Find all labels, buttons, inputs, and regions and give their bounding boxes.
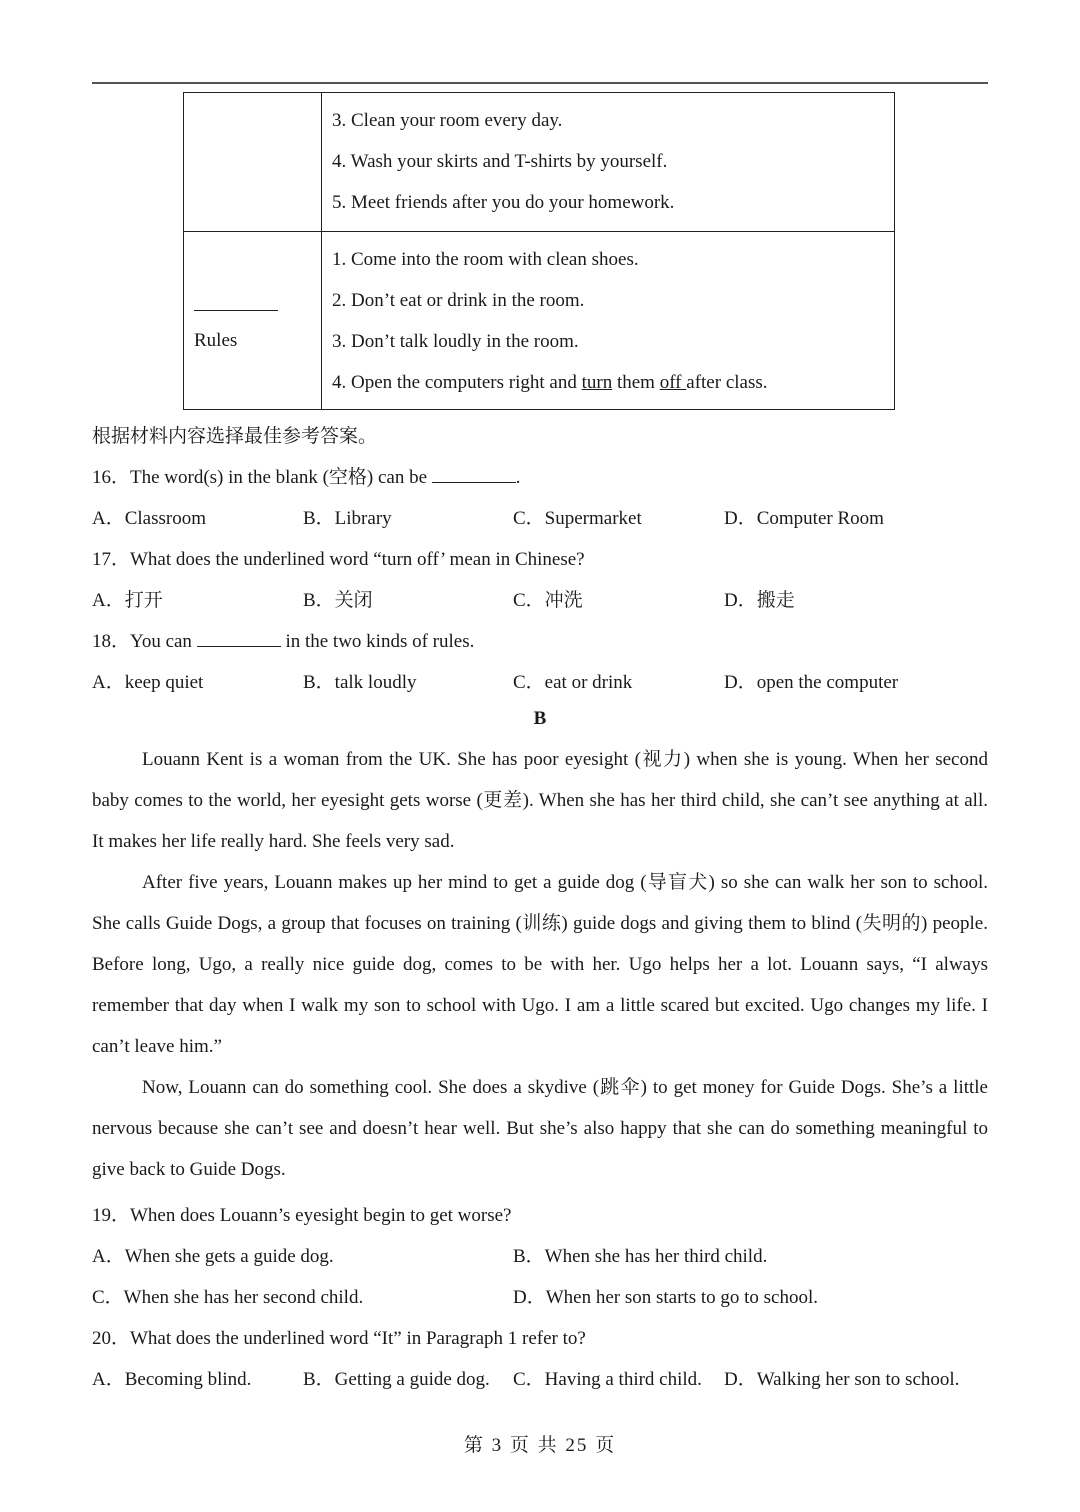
rule-item: 2. Don’t eat or drink in the room. [332, 290, 585, 311]
row-items-cell [322, 93, 894, 231]
text: in the two kinds of rules. [280, 631, 475, 652]
rule-item: 5. Meet friends after you do your homework. [332, 192, 675, 213]
option: B．When she has her third child. [513, 1246, 768, 1267]
row-label-cell [184, 93, 322, 231]
option: C．冲洗 [513, 590, 583, 611]
question-16 [92, 462, 521, 489]
answer-blank [432, 464, 516, 483]
row-label-cell [184, 232, 322, 409]
text: 18．You can [92, 631, 197, 652]
rule-item [332, 372, 768, 394]
question-17: 17．What does the underlined word “turn off’ mean in Chinese? [92, 549, 585, 570]
option: D．Walking her son to school. [724, 1369, 960, 1390]
rule-item: 3. Clean your room every day. [332, 110, 563, 131]
rule-item: 3. Don’t talk loudly in the room. [332, 331, 579, 352]
blank-line [194, 310, 278, 311]
rule-item: 4. Wash your skirts and T-shirts by yourself. [332, 151, 668, 172]
text: 16．The word(s) in the blank (空格) can be [92, 467, 432, 488]
option: A．Becoming blind. [92, 1369, 252, 1390]
text: 4. Open the computers right and [332, 372, 582, 393]
option: C．eat or drink [513, 672, 633, 693]
option: D．Computer Room [724, 508, 884, 529]
option: A．打开 [92, 590, 163, 611]
rules-table [183, 92, 895, 410]
text: . [515, 467, 521, 488]
instruction: 根据材料内容选择最佳参考答案。 [92, 426, 378, 447]
rules-label: Rules [194, 330, 238, 351]
option: C．When she has her second child. [92, 1287, 364, 1308]
section-heading: B [533, 708, 547, 729]
option: D．搬走 [724, 590, 795, 611]
question-19: 19．When does Louann’s eyesight begin to get worse? [92, 1205, 512, 1226]
option: A．When she gets a guide dog. [92, 1246, 334, 1267]
option: C．Having a third child. [513, 1369, 702, 1390]
option: B．关闭 [303, 590, 373, 611]
paragraph-2: After five years, Louann makes up her mind to get a guide dog (导盲犬) so she can walk her son to school. She calls Guide Dogs, a group that focuses on training (训练) guide dogs and giving them to blind (失明的) people. Before long, Ugo, a really nice guide dog, comes to be with her. Ugo helps her a lot. Louann says, “I always remember that day when I walk my son to school with Ugo. I am a little scared but excited. Ugo changes my life. I can’t leave him.” [92, 872, 988, 1057]
page-footer: 第 3 页 共 25 页 [463, 1435, 617, 1456]
option: B．talk loudly [303, 672, 417, 693]
question-18 [92, 626, 474, 653]
underlined-off: off [659, 372, 687, 393]
rule-item: 1. Come into the room with clean shoes. [332, 249, 639, 270]
table-row [184, 231, 894, 409]
text: after class. [686, 372, 768, 393]
header-rule [92, 82, 988, 84]
option: D．When her son starts to go to school. [513, 1287, 819, 1308]
paragraph-3: Now, Louann can do something cool. She does a skydive (跳伞) to get money for Guide Dogs. She’s a little nervous because she can’t see and doesn’t hear well. But she’s also happy that she can do something meaningful to give back to Guide Dogs. [92, 1077, 988, 1180]
option: B．Library [303, 508, 392, 529]
option: D．open the computer [724, 672, 899, 693]
paragraph-1: Louann Kent is a woman from the UK. She has poor eyesight (视力) when she is young. When her second baby comes to the world, her eyesight gets worse (更差). When she has her third child, she can’t see anything at all. It makes her life really hard. She feels very sad. [92, 749, 988, 852]
text: them [612, 372, 660, 393]
question-20: 20．What does the underlined word “It” in Paragraph 1 refer to? [92, 1328, 586, 1349]
row-items-cell [322, 232, 894, 409]
answer-blank [197, 628, 281, 647]
underlined-turn: turn [581, 372, 613, 393]
option: A．Classroom [92, 508, 207, 529]
option: A．keep quiet [92, 672, 204, 693]
table-row [184, 93, 894, 231]
option: B．Getting a guide dog. [303, 1369, 490, 1390]
option: C．Supermarket [513, 508, 642, 529]
